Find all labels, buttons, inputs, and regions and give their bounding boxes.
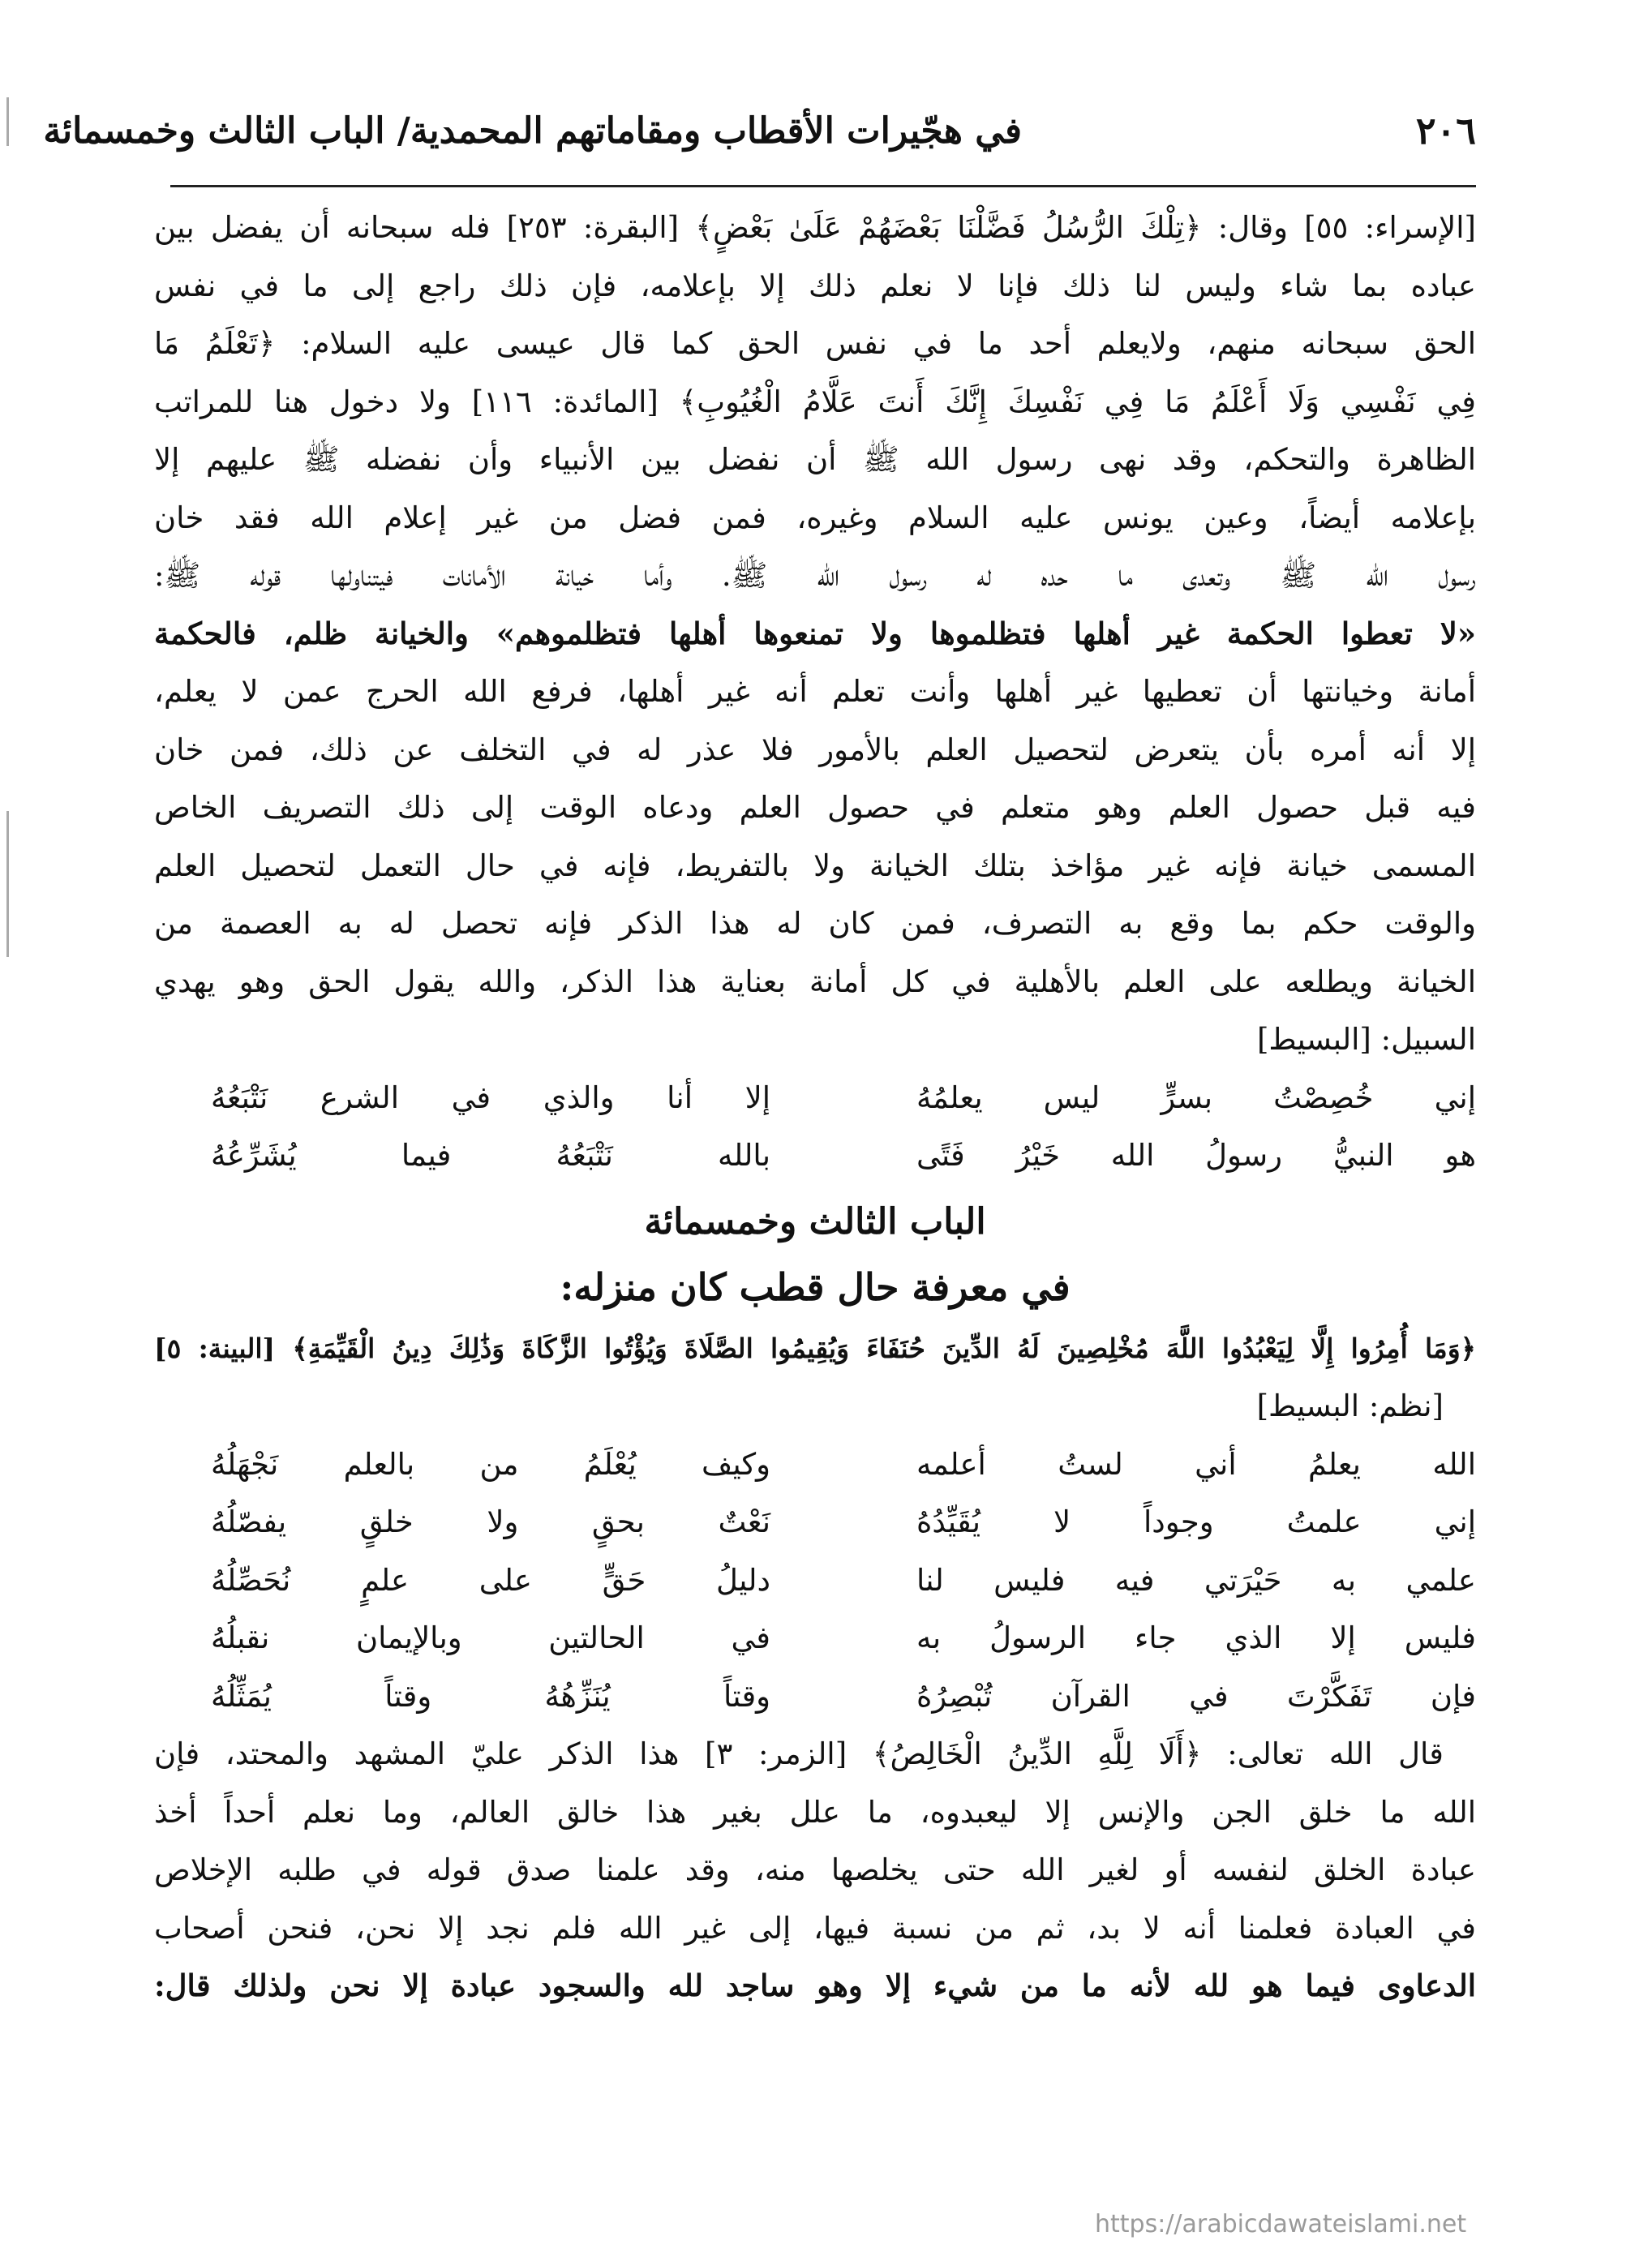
poem-verse bbox=[154, 1127, 1476, 1185]
verse-first-hemistich: إني خُصِصْتُ بسرٍّ ليس يعلمُهُ bbox=[916, 1079, 1476, 1115]
text-line: الظاهرة والتحكم، وقد نهى رسول الله ﷺ أن نفضل بين الأنبياء وأن نفضله ﷺ عليهم إلا bbox=[154, 442, 1476, 477]
text-line: رسول الله ﷺ وتعدى ما حده له رسول الله ﷺ. وأما خيانة الأمانات فيتناولها قوله ﷺ: bbox=[154, 558, 1476, 593]
header-rule bbox=[170, 185, 1476, 187]
verse-second-hemistich: نَعْتٌ بحقٍ ولا خلقٍ يفصّلُهُ bbox=[211, 1504, 770, 1539]
book-page bbox=[43, 89, 1476, 2198]
poem-verse bbox=[154, 1667, 1476, 1726]
paragraph-1 bbox=[154, 199, 1476, 1069]
verse-second-hemistich: وقتاً يُنَزِّهُهُ وقتاً يُمَثِّلُهُ bbox=[211, 1678, 770, 1714]
paragraph-2 bbox=[154, 1725, 1476, 2015]
text-line: أمانة وخيانتها أن تعطيها غير أهلها وأنت تعلم أنه غير أهلها، فرفع الله الحرج عمن لا يعلم، bbox=[154, 674, 1476, 709]
scan-margin-mark bbox=[6, 97, 9, 146]
poem-2 bbox=[154, 1436, 1476, 1726]
poem-verse bbox=[154, 1436, 1476, 1494]
text-line: فيه قبل حصول العلم وهو متعلم في حصول العلم ودعاه الوقت إلى ذلك التصريف الخاص bbox=[154, 790, 1476, 825]
verse-first-hemistich: علمي به حَيْرَتي فيه فليس لنا bbox=[916, 1562, 1476, 1598]
verse-second-hemistich: وكيف يُعْلَمُ من بالعلم نَجْهَلُهُ bbox=[211, 1446, 770, 1482]
text-line: قال الله تعالى: ﴿أَلَا لِلَّهِ الدِّينُ الْخَالِصُ﴾ [الزمر: ٣] هذا الذكر عليّ المشهد والمحتد، فإن bbox=[154, 1736, 1444, 1771]
verse-first-hemistich: إني علمتُ وجوداً لا يُقَيِّدُهُ bbox=[916, 1504, 1476, 1539]
text-line: «لا تعطوا الحكمة غير أهلها فتظلموها ولا تمنعوها أهلها فتظلموهم» والخيانة ظلم، فالحكمة bbox=[154, 615, 1476, 651]
verse-first-hemistich: فليس إلا الذي جاء الرسولُ به bbox=[916, 1620, 1476, 1655]
verse-second-hemistich: بالله نَتْبَعُهُ فيما يُشَرِّعُهُ bbox=[211, 1138, 770, 1173]
poem-meter-label: [نظم: البسيط] bbox=[1256, 1388, 1444, 1423]
text-line: بإعلامه أيضاً، وعين يونس عليه السلام وغيره، فمن فضل من غير إعلام الله فقد خان bbox=[154, 500, 1476, 535]
scan-margin-mark bbox=[6, 811, 9, 957]
watermark-url: https://arabicdawateislami.net bbox=[1095, 2210, 1467, 2238]
verse-second-hemistich: في الحالتين وبالإيمان نقبلُهُ bbox=[211, 1620, 770, 1655]
poem-verse bbox=[154, 1493, 1476, 1552]
quran-verse-quote: ﴿وَمَا أُمِرُوا إِلَّا لِيَعْبُدُوا اللَّهَ مُخْلِصِينَ لَهُ الدِّينَ حُنَفَاءَ وَيُقِيمُوا الصَّلَاةَ وَيُؤْتُوا الزَّكَاةَ وَذَٰلِكَ دِينُ الْقَيِّمَةِ﴾ [البينة: ٥] bbox=[154, 1332, 1476, 1364]
poem-verse bbox=[154, 1552, 1476, 1610]
text-line: الله ما خلق الجن والإنس إلا ليعبدوه، ما علل بغير هذا خالق العالم، وما نعلم أحداً أخذ bbox=[154, 1794, 1476, 1830]
text-line: [الإسراء: ٥٥] وقال: ﴿تِلْكَ الرُّسُلُ فَضَّلْنَا بَعْضَهُمْ عَلَىٰ بَعْضٍ﴾ [البقرة: ٢٥٣] فله سبحانه أن يفضل بين bbox=[154, 210, 1476, 245]
running-title: في هجّيرات الأقطاب ومقاماتهم المحمدية/ الباب الثالث وخمسمائة bbox=[43, 110, 1022, 152]
chapter-title: الباب الثالث وخمسمائة bbox=[644, 1200, 986, 1243]
page-number: ٢٠٦ bbox=[1415, 109, 1476, 152]
poem-verse bbox=[154, 1069, 1476, 1127]
text-line: الخيانة ويطلعه على العلم بالأهلية في كل أمانة بعناية هذا الذكر، والله يقول الحق وهو يهدي bbox=[154, 964, 1476, 999]
verse-first-hemistich: هو النبيُّ رسولُ الله خَيْرُ فَتًى bbox=[916, 1138, 1476, 1173]
verse-second-hemistich: دليلُ حَقٍّ على علمٍ نُحَصِّلُهُ bbox=[211, 1562, 770, 1598]
chapter-subtitle: في معرفة حال قطب كان منزله: bbox=[560, 1264, 1071, 1309]
text-line: المسمى خيانة فإنه غير مؤاخذ بتلك الخيانة ولا بالتفريط، فإنه في حال التعمل لتحصيل العلم bbox=[154, 848, 1476, 883]
verse-first-hemistich: فإن تَفَكَّرْتَ في القرآن تُبْصِرُهُ bbox=[916, 1678, 1476, 1714]
text-line: في العبادة فعلمنا أنه لا بد، ثم من نسبة فيها، إلى غير الله فلم نجد إلا نحن، فنحن أصحاب bbox=[154, 1910, 1476, 1946]
poem-verse bbox=[154, 1609, 1476, 1667]
verse-second-hemistich: إلا أنا والذي في الشرع نَتْبَعُهُ bbox=[211, 1079, 770, 1115]
poem-1 bbox=[154, 1069, 1476, 1185]
text-line: فِي نَفْسِي وَلَا أَعْلَمُ مَا فِي نَفْسِكَ إِنَّكَ أَنتَ عَلَّامُ الْغُيُوبِ﴾ [المائدة: ١١٦] ولا دخول هنا للمراتب bbox=[154, 384, 1476, 419]
text-line: عباده بما شاء وليس لنا ذلك فإنا لا نعلم ذلك إلا بإعلامه، فإن ذلك راجع إلى ما في نفس bbox=[154, 268, 1476, 303]
text-line: والوقت حكم بما وقع به التصرف، فمن كان له هذا الذكر فإنه تحصل له به العصمة من bbox=[154, 906, 1476, 941]
text-line: الدعاوى فيما هو لله لأنه ما من شيء إلا وهو ساجد لله والسجود عبادة إلا نحن ولذلك قال: bbox=[154, 1968, 1476, 2003]
text-line: السبيل: [البسيط] bbox=[1256, 1022, 1476, 1057]
text-line: إلا أنه أمره بأن يتعرض لتحصيل العلم بالأمور فلا عذر له في التخلف عن ذلك، فمن خان bbox=[154, 732, 1476, 767]
running-header bbox=[43, 97, 1476, 174]
text-line: الحق سبحانه منهم، ولايعلم أحد ما في نفس الحق كما قال عيسى عليه السلام: ﴿تَعْلَمُ مَا bbox=[154, 326, 1476, 361]
page-body bbox=[154, 199, 1476, 2015]
verse-first-hemistich: الله يعلمُ أني لستُ أعلمه bbox=[916, 1446, 1476, 1482]
text-line: عبادة الخلق لنفسه أو لغير الله حتى يخلصها منه، وقد علمنا صدق قوله في طلبه الإخلاص bbox=[154, 1852, 1476, 1887]
